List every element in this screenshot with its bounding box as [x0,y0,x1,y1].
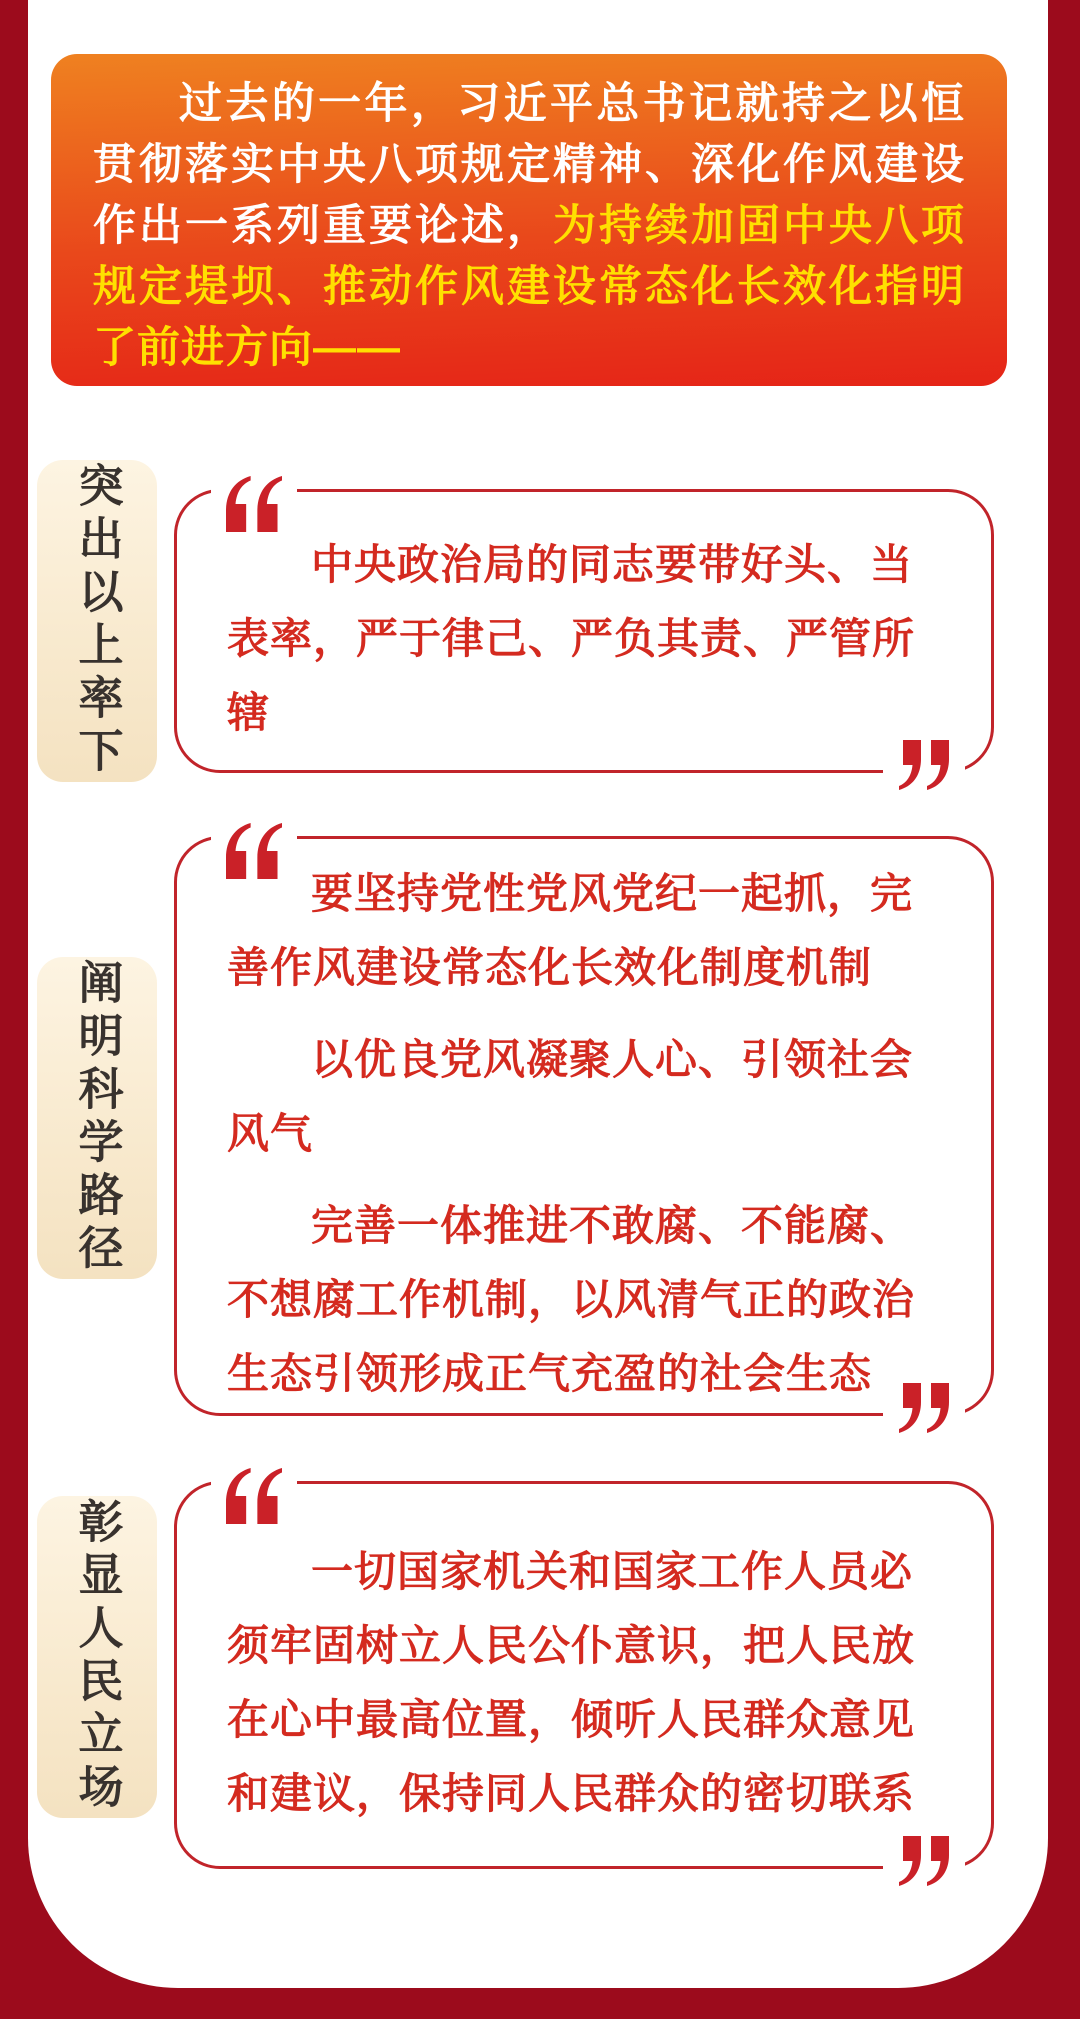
open-quote-icon [211,817,297,885]
section-label-tab-3 [37,1496,157,1818]
section-label-text: 突出以上率下 [71,462,122,780]
quote-card-2 [174,836,994,1416]
quote-card-1 [174,489,994,773]
section-label-text: 阐明科学路径 [71,959,122,1277]
content-panel [28,0,1048,1988]
quote-paragraph: 完善一体推进不敢腐、不能腐、不想腐工作机制，以风清气正的政治生态引领形成正气充盈的社会生态 [227,1202,916,1397]
open-quote-icon [211,470,297,538]
close-quote-icon [883,734,965,796]
section-label-tab-1 [37,460,157,782]
intro-banner [51,54,1007,386]
quote-paragraph: 要坚持党性党风党纪一起抓，完善作风建设常态化长效化制度机制 [227,870,914,991]
section-label-tab-2 [37,957,157,1279]
close-quote-icon [883,1830,965,1892]
intro-paragraph [93,74,965,379]
open-quote-icon [211,1462,297,1530]
quote-paragraph: 中央政治局的同志要带好头、当表率，严于律己、严负其责、严管所辖 [227,541,916,736]
quote-paragraph: 一切国家机关和国家工作人员必须牢固树立人民公仆意识，把人民放在心中最高位置，倾听人民群众意见和建议，保持同人民群众的密切联系 [227,1548,916,1817]
section-label-text: 彰显人民立场 [71,1498,122,1816]
quote-card-3 [174,1481,994,1869]
intro-text-highlight: 为持续加固中央八项规定堤坝、推动作风建设常态化长效化指明了前进方向—— [93,202,965,372]
quote-paragraph: 以优良党风凝聚人心、引领社会风气 [227,1036,914,1157]
intro-text-white: 过去的一年，习近平总书记就持之以恒贯彻落实中央八项规定精神、深化作风建设作出一系列重要论述， [93,80,965,250]
close-quote-icon [883,1377,965,1439]
